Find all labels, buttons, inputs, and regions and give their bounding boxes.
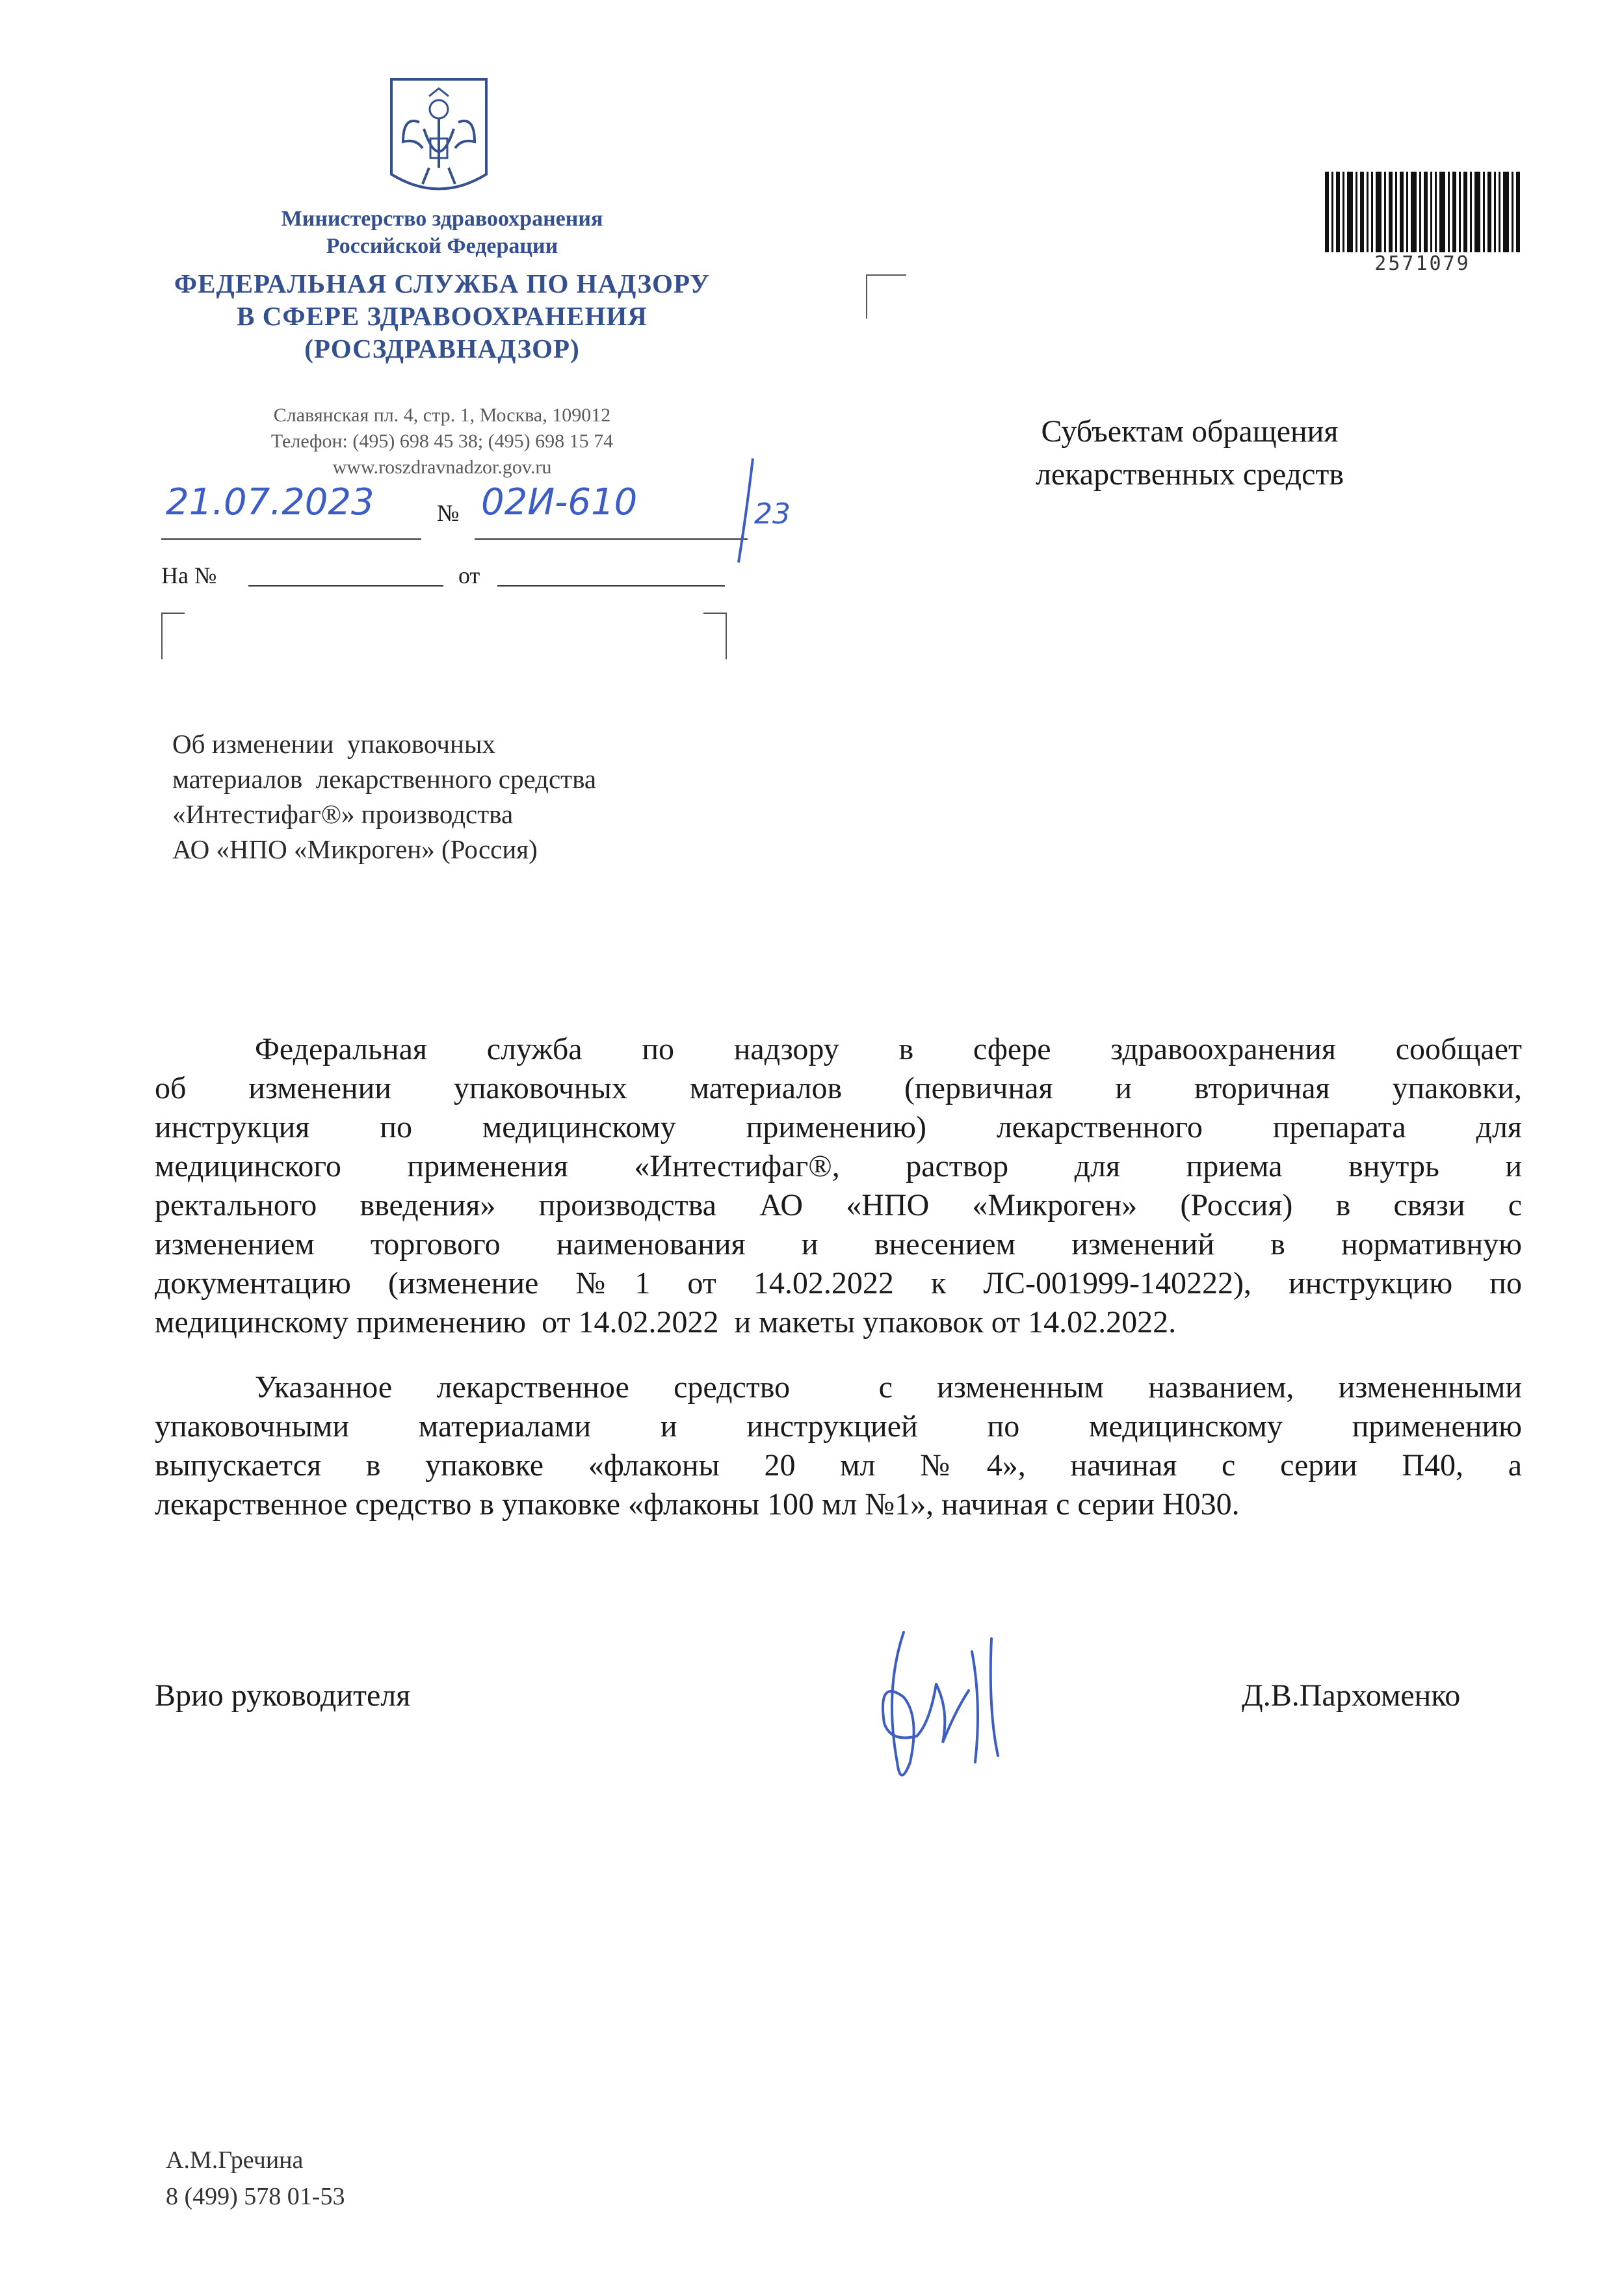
- registration-number: 02И-610: [481, 481, 638, 523]
- agency-abbreviation: (РОСЗДРАВНАДЗОР): [304, 334, 580, 363]
- ministry-name-line2: Российской Федерации: [326, 234, 558, 258]
- agency-address: Славянская пл. 4, стр. 1, Москва, 109012: [273, 404, 611, 426]
- addressee-line1: Субъектам обращения: [1041, 414, 1339, 449]
- number-sign: №: [437, 500, 460, 526]
- contact-person: А.М.Гречина: [166, 2146, 304, 2174]
- body-p2-line1: Указанное лекарственное средство с измененным названием, измененными: [255, 1370, 1522, 1405]
- agency-name-line1: ФЕДЕРАЛЬНАЯ СЛУЖБА ПО НАДЗОРУ: [174, 269, 711, 298]
- signatory-position: Врио руководителя: [155, 1678, 411, 1713]
- body-p2-line2: упаковочными материалами и инструкцией по медицинскому применению: [155, 1409, 1522, 1444]
- addressee-corner: [866, 274, 906, 319]
- body-p1-line4: медицинского применения «Интестифаг®, раствор для приема внутрь и: [155, 1149, 1522, 1183]
- agency-website: www.roszdravnadzor.gov.ru: [332, 456, 552, 478]
- reference-number-label: На №: [161, 562, 217, 588]
- reference-date-field: [497, 585, 725, 587]
- agency-name-line2: В СФЕРЕ ЗДРАВООХРАНЕНИЯ: [237, 301, 648, 331]
- body-p2-line4: лекарственное средство в упаковке «флаконы 100 мл №1», начиная с серии Н030.: [155, 1487, 1240, 1522]
- contact-phone: 8 (499) 578 01-53: [166, 2183, 345, 2210]
- subject-line1: Об изменении упаковочных: [172, 729, 495, 759]
- body-p2-line3: выпускается в упаковке «флаконы 20 мл №4», начиная с серии П40, а: [155, 1448, 1522, 1483]
- body-p1-line7: документацию (изменение №1 от 14.02.2022 к ЛС-001999-140222), инструкцию по: [155, 1266, 1522, 1300]
- reference-number-field: [248, 585, 443, 587]
- ministry-name-line1: Министерство здравоохранения: [281, 207, 603, 231]
- body-p1-line3: инструкция по медицинскому применению) лекарственного препарата для: [155, 1110, 1522, 1144]
- barcode-icon: [1325, 172, 1520, 252]
- addressee-line2: лекарственных средств: [1035, 457, 1344, 492]
- subject-line3: «Интестифаг®» производства: [172, 799, 514, 829]
- handwritten-signature: [858, 1613, 1053, 1808]
- coat-of-arms-emblem: [384, 77, 494, 200]
- barcode-number: 2571079: [1374, 252, 1471, 275]
- subject-line4: АО «НПО «Микроген» (Россия): [172, 834, 538, 864]
- body-p1-line8: медицинскому применению от 14.02.2022 и макеты упаковок от 14.02.2022.: [155, 1305, 1177, 1339]
- body-p1-line2: об изменении упаковочных материалов (первичная и вторичная упаковки,: [155, 1071, 1522, 1105]
- subject-line2: материалов лекарственного средства: [172, 764, 597, 794]
- body-p1-line5: ректального введения» производства АО «НПО «Микроген» (Россия) в связи с: [155, 1188, 1522, 1222]
- body-p1-line1: Федеральная служба по надзору в сфере здравоохранения сообщает: [255, 1032, 1522, 1066]
- subject-corner-left: [161, 613, 185, 659]
- number-underline: [475, 538, 748, 540]
- date-underline: [161, 538, 421, 540]
- signatory-name: Д.В.Пархоменко: [1242, 1678, 1461, 1713]
- registration-year-suffix: 23: [754, 497, 791, 531]
- registration-date: 21.07.2023: [166, 481, 374, 523]
- subject-corner-right: [703, 613, 727, 659]
- agency-phone: Телефон: (495) 698 45 38; (495) 698 15 74: [270, 430, 614, 452]
- body-p1-line6: изменением торгового наименования и внесением изменений в нормативную: [155, 1227, 1522, 1261]
- reference-date-label: от: [458, 562, 480, 588]
